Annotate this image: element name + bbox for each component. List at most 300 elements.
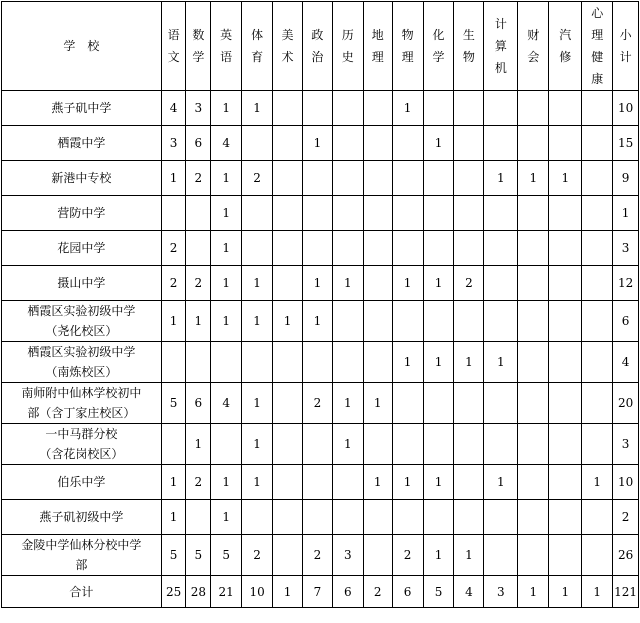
count-cell bbox=[186, 342, 211, 383]
school-name-line: 伯乐中学 bbox=[57, 475, 106, 489]
count-cell bbox=[302, 500, 332, 535]
count-cell bbox=[392, 126, 423, 161]
count-cell bbox=[582, 126, 613, 161]
count-cell bbox=[484, 231, 518, 266]
count-cell bbox=[484, 126, 518, 161]
count-cell bbox=[363, 196, 392, 231]
school-name-cell bbox=[2, 301, 162, 342]
count-cell: 1 bbox=[363, 465, 392, 500]
count-cell: 3 bbox=[613, 231, 639, 266]
count-cell: 5 bbox=[161, 535, 186, 576]
count-cell: 1 bbox=[242, 465, 273, 500]
count-cell: 2 bbox=[302, 383, 332, 424]
count-cell bbox=[392, 424, 423, 465]
total-cell: 25 bbox=[161, 576, 186, 608]
header-subject bbox=[518, 2, 549, 91]
count-cell: 1 bbox=[302, 301, 332, 342]
count-cell bbox=[363, 266, 392, 301]
header-subject bbox=[454, 2, 484, 91]
count-cell bbox=[392, 301, 423, 342]
header-subject bbox=[582, 2, 613, 91]
count-cell bbox=[582, 500, 613, 535]
count-cell bbox=[582, 196, 613, 231]
count-cell bbox=[273, 231, 303, 266]
count-cell: 3 bbox=[613, 424, 639, 465]
header-subject-char: 数 bbox=[192, 28, 205, 42]
table-body bbox=[2, 91, 639, 608]
count-cell bbox=[484, 266, 518, 301]
count-cell bbox=[242, 196, 273, 231]
school-name-line: 营防中学 bbox=[57, 206, 106, 220]
count-cell: 1 bbox=[332, 424, 363, 465]
count-cell: 1 bbox=[211, 91, 242, 126]
count-cell bbox=[582, 383, 613, 424]
count-cell bbox=[454, 424, 484, 465]
table-row bbox=[2, 161, 639, 196]
count-cell bbox=[363, 91, 392, 126]
count-cell bbox=[423, 500, 454, 535]
header-subject-char: 治 bbox=[311, 50, 324, 64]
header-subject-char: 英 bbox=[220, 28, 233, 42]
header-row bbox=[2, 2, 639, 91]
count-cell: 1 bbox=[423, 266, 454, 301]
header-subject-char: 学 bbox=[432, 50, 445, 64]
count-cell: 1 bbox=[211, 196, 242, 231]
school-name-line: （含花岗校区） bbox=[39, 447, 124, 461]
count-cell: 26 bbox=[613, 535, 639, 576]
total-cell: 121 bbox=[613, 576, 639, 608]
count-cell bbox=[392, 500, 423, 535]
count-cell bbox=[273, 342, 303, 383]
count-cell bbox=[273, 535, 303, 576]
count-cell: 2 bbox=[242, 535, 273, 576]
count-cell bbox=[363, 424, 392, 465]
count-cell: 5 bbox=[186, 535, 211, 576]
count-cell bbox=[273, 424, 303, 465]
header-subject-char: 物 bbox=[401, 28, 414, 42]
count-cell bbox=[454, 231, 484, 266]
header-subject-char: 美 bbox=[281, 28, 294, 42]
count-cell bbox=[549, 383, 582, 424]
count-cell bbox=[423, 424, 454, 465]
count-cell bbox=[484, 424, 518, 465]
count-cell: 2 bbox=[454, 266, 484, 301]
count-cell: 6 bbox=[186, 126, 211, 161]
header-subject-char: 术 bbox=[281, 50, 294, 64]
count-cell bbox=[484, 301, 518, 342]
count-cell: 1 bbox=[454, 535, 484, 576]
count-cell bbox=[363, 301, 392, 342]
total-cell: 1 bbox=[549, 576, 582, 608]
count-cell: 20 bbox=[613, 383, 639, 424]
header-subject-char: 心 bbox=[591, 6, 604, 20]
header-subject-char: 机 bbox=[494, 61, 507, 75]
count-cell: 12 bbox=[613, 266, 639, 301]
header-subject bbox=[484, 2, 518, 91]
count-cell bbox=[549, 465, 582, 500]
total-cell: 28 bbox=[186, 576, 211, 608]
count-cell bbox=[363, 126, 392, 161]
count-cell: 1 bbox=[392, 342, 423, 383]
header-subject-char: 语 bbox=[220, 50, 233, 64]
total-cell: 1 bbox=[582, 576, 613, 608]
table-row bbox=[2, 91, 639, 126]
count-cell bbox=[518, 126, 549, 161]
count-cell bbox=[454, 126, 484, 161]
count-cell bbox=[392, 196, 423, 231]
count-cell bbox=[549, 535, 582, 576]
count-cell: 1 bbox=[242, 424, 273, 465]
school-name-line: 栖霞区实验初级中学 bbox=[27, 304, 136, 318]
count-cell bbox=[423, 231, 454, 266]
count-cell: 6 bbox=[186, 383, 211, 424]
header-subject-char: 学 bbox=[192, 50, 205, 64]
count-cell bbox=[211, 342, 242, 383]
header-subject bbox=[242, 2, 273, 91]
count-cell bbox=[454, 161, 484, 196]
header-subject bbox=[363, 2, 392, 91]
count-cell: 1 bbox=[242, 266, 273, 301]
count-cell: 1 bbox=[186, 424, 211, 465]
header-subject bbox=[273, 2, 303, 91]
count-cell: 1 bbox=[392, 465, 423, 500]
school-name-cell bbox=[2, 231, 162, 266]
school-name-line: 部（含丁家庄校区） bbox=[27, 406, 136, 420]
total-cell: 10 bbox=[242, 576, 273, 608]
count-cell: 1 bbox=[211, 301, 242, 342]
count-cell: 2 bbox=[186, 161, 211, 196]
school-name-line: （南炼校区） bbox=[45, 365, 118, 379]
school-name-line: 摄山中学 bbox=[57, 276, 106, 290]
count-cell: 1 bbox=[302, 126, 332, 161]
count-cell: 2 bbox=[186, 266, 211, 301]
header-subject-char: 史 bbox=[341, 50, 354, 64]
count-cell: 1 bbox=[332, 383, 363, 424]
school-name-line: 栖霞区实验初级中学 bbox=[27, 345, 136, 359]
count-cell bbox=[549, 500, 582, 535]
school-name-line: 金陵中学仙林分校中学 bbox=[21, 538, 142, 552]
count-cell: 2 bbox=[613, 500, 639, 535]
count-cell bbox=[363, 342, 392, 383]
count-cell bbox=[332, 126, 363, 161]
total-cell: 1 bbox=[518, 576, 549, 608]
school-name-line: 部 bbox=[75, 558, 88, 572]
count-cell bbox=[332, 91, 363, 126]
count-cell: 2 bbox=[392, 535, 423, 576]
header-subject-char: 体 bbox=[251, 28, 264, 42]
header-subject bbox=[549, 2, 582, 91]
count-cell bbox=[549, 424, 582, 465]
school-name-cell bbox=[2, 126, 162, 161]
count-cell bbox=[242, 231, 273, 266]
total-cell: 3 bbox=[484, 576, 518, 608]
total-cell: 6 bbox=[392, 576, 423, 608]
count-cell bbox=[582, 535, 613, 576]
count-cell bbox=[484, 91, 518, 126]
count-cell: 1 bbox=[484, 161, 518, 196]
school-name-cell bbox=[2, 196, 162, 231]
count-cell: 1 bbox=[161, 465, 186, 500]
header-subject-char: 计 bbox=[619, 50, 632, 64]
header-subject-char: 计 bbox=[494, 17, 507, 31]
count-cell bbox=[423, 161, 454, 196]
table-row bbox=[2, 500, 639, 535]
count-cell: 3 bbox=[161, 126, 186, 161]
count-cell: 10 bbox=[613, 465, 639, 500]
count-cell bbox=[302, 196, 332, 231]
count-cell bbox=[518, 342, 549, 383]
count-cell: 1 bbox=[161, 301, 186, 342]
count-cell bbox=[332, 231, 363, 266]
count-cell bbox=[273, 161, 303, 196]
header-subject-char: 康 bbox=[591, 72, 604, 86]
header-subject bbox=[186, 2, 211, 91]
table-row bbox=[2, 301, 639, 342]
count-cell bbox=[549, 231, 582, 266]
header-subject-char: 理 bbox=[371, 50, 384, 64]
header-subject bbox=[423, 2, 454, 91]
count-cell: 1 bbox=[242, 91, 273, 126]
count-cell bbox=[549, 266, 582, 301]
school-subject-table bbox=[1, 1, 639, 608]
header-subject-char: 汽 bbox=[559, 28, 572, 42]
count-cell: 1 bbox=[582, 465, 613, 500]
count-cell bbox=[302, 91, 332, 126]
count-cell bbox=[242, 500, 273, 535]
count-cell: 2 bbox=[161, 231, 186, 266]
count-cell: 1 bbox=[363, 383, 392, 424]
total-cell: 7 bbox=[302, 576, 332, 608]
count-cell: 1 bbox=[242, 383, 273, 424]
total-label: 合计 bbox=[2, 576, 162, 608]
count-cell bbox=[242, 126, 273, 161]
count-cell bbox=[454, 500, 484, 535]
table-row bbox=[2, 266, 639, 301]
count-cell bbox=[273, 91, 303, 126]
count-cell bbox=[549, 342, 582, 383]
count-cell bbox=[484, 500, 518, 535]
count-cell: 1 bbox=[211, 161, 242, 196]
total-cell: 6 bbox=[332, 576, 363, 608]
count-cell bbox=[186, 500, 211, 535]
count-cell bbox=[518, 383, 549, 424]
count-cell: 15 bbox=[613, 126, 639, 161]
header-subject bbox=[211, 2, 242, 91]
count-cell bbox=[423, 301, 454, 342]
count-cell bbox=[454, 196, 484, 231]
count-cell bbox=[392, 231, 423, 266]
count-cell: 1 bbox=[273, 301, 303, 342]
count-cell bbox=[242, 342, 273, 383]
count-cell: 2 bbox=[242, 161, 273, 196]
count-cell: 4 bbox=[211, 383, 242, 424]
count-cell bbox=[363, 535, 392, 576]
count-cell bbox=[454, 383, 484, 424]
total-cell: 4 bbox=[454, 576, 484, 608]
count-cell bbox=[273, 266, 303, 301]
count-cell bbox=[518, 196, 549, 231]
header-subject-char: 会 bbox=[527, 50, 540, 64]
school-name-cell bbox=[2, 465, 162, 500]
count-cell bbox=[518, 91, 549, 126]
count-cell bbox=[484, 383, 518, 424]
school-name-line: 燕子矶初级中学 bbox=[39, 510, 124, 524]
school-name-line: 栖霞中学 bbox=[57, 136, 106, 150]
count-cell bbox=[518, 301, 549, 342]
total-row bbox=[2, 576, 639, 608]
count-cell bbox=[454, 301, 484, 342]
table-row bbox=[2, 535, 639, 576]
count-cell: 1 bbox=[518, 161, 549, 196]
count-cell bbox=[332, 500, 363, 535]
count-cell bbox=[302, 465, 332, 500]
count-cell bbox=[302, 161, 332, 196]
header-subject-char: 理 bbox=[591, 28, 604, 42]
count-cell bbox=[518, 465, 549, 500]
count-cell bbox=[273, 196, 303, 231]
count-cell bbox=[582, 161, 613, 196]
total-cell: 21 bbox=[211, 576, 242, 608]
count-cell: 1 bbox=[302, 266, 332, 301]
count-cell bbox=[549, 91, 582, 126]
count-cell: 4 bbox=[613, 342, 639, 383]
count-cell bbox=[484, 535, 518, 576]
count-cell: 1 bbox=[161, 500, 186, 535]
count-cell: 2 bbox=[161, 266, 186, 301]
school-name-line: 一中马群分校 bbox=[45, 427, 118, 441]
total-cell: 1 bbox=[273, 576, 303, 608]
table-row bbox=[2, 196, 639, 231]
school-name-cell bbox=[2, 342, 162, 383]
header-subject-char: 小 bbox=[619, 28, 632, 42]
count-cell: 1 bbox=[613, 196, 639, 231]
count-cell bbox=[302, 231, 332, 266]
count-cell: 1 bbox=[484, 342, 518, 383]
school-name-line: 新港中专校 bbox=[51, 171, 112, 185]
count-cell bbox=[332, 161, 363, 196]
count-cell bbox=[363, 231, 392, 266]
count-cell: 5 bbox=[161, 383, 186, 424]
count-cell bbox=[302, 342, 332, 383]
count-cell: 1 bbox=[423, 465, 454, 500]
table-row bbox=[2, 126, 639, 161]
count-cell: 1 bbox=[423, 535, 454, 576]
count-cell: 1 bbox=[211, 266, 242, 301]
count-cell bbox=[582, 231, 613, 266]
count-cell bbox=[582, 266, 613, 301]
header-subject-char: 育 bbox=[251, 50, 264, 64]
count-cell: 1 bbox=[454, 342, 484, 383]
count-cell: 1 bbox=[242, 301, 273, 342]
school-name-line: （尧化校区） bbox=[45, 324, 118, 338]
table-row bbox=[2, 231, 639, 266]
school-name-cell bbox=[2, 91, 162, 126]
count-cell bbox=[332, 301, 363, 342]
count-cell bbox=[332, 465, 363, 500]
count-cell: 2 bbox=[302, 535, 332, 576]
school-name-line: 花园中学 bbox=[57, 241, 106, 255]
count-cell bbox=[423, 196, 454, 231]
count-cell bbox=[549, 126, 582, 161]
count-cell bbox=[549, 301, 582, 342]
table-row bbox=[2, 342, 639, 383]
header-subject bbox=[613, 2, 639, 91]
count-cell bbox=[454, 91, 484, 126]
header-subject bbox=[161, 2, 186, 91]
header-subject-char: 生 bbox=[462, 28, 475, 42]
count-cell bbox=[423, 91, 454, 126]
school-name-line: 燕子矶中学 bbox=[51, 101, 112, 115]
count-cell: 1 bbox=[392, 91, 423, 126]
count-cell bbox=[392, 161, 423, 196]
count-cell: 2 bbox=[186, 465, 211, 500]
header-school: 学 校 bbox=[2, 2, 162, 91]
count-cell: 6 bbox=[613, 301, 639, 342]
count-cell: 1 bbox=[392, 266, 423, 301]
header-subject-char: 历 bbox=[341, 28, 354, 42]
count-cell bbox=[582, 91, 613, 126]
count-cell: 1 bbox=[211, 231, 242, 266]
header-subject bbox=[392, 2, 423, 91]
count-cell bbox=[273, 465, 303, 500]
count-cell bbox=[302, 424, 332, 465]
school-name-cell bbox=[2, 161, 162, 196]
count-cell: 1 bbox=[211, 465, 242, 500]
header-subject-char: 文 bbox=[167, 50, 180, 64]
count-cell bbox=[363, 500, 392, 535]
header-subject-char: 物 bbox=[462, 50, 475, 64]
header-subject-char: 算 bbox=[494, 39, 507, 53]
count-cell: 1 bbox=[211, 500, 242, 535]
count-cell bbox=[454, 465, 484, 500]
school-name-cell bbox=[2, 535, 162, 576]
count-cell: 9 bbox=[613, 161, 639, 196]
count-cell: 1 bbox=[549, 161, 582, 196]
header-subject-char: 理 bbox=[401, 50, 414, 64]
count-cell: 1 bbox=[161, 161, 186, 196]
header-subject-char: 化 bbox=[432, 28, 445, 42]
header-subject-char: 政 bbox=[311, 28, 324, 42]
school-name-line: 南师附中仙林学校初中 bbox=[21, 386, 142, 400]
header-subject-char: 修 bbox=[559, 50, 572, 64]
count-cell: 4 bbox=[161, 91, 186, 126]
count-cell bbox=[518, 500, 549, 535]
count-cell: 1 bbox=[423, 342, 454, 383]
school-name-cell bbox=[2, 424, 162, 465]
header-subject-char: 健 bbox=[591, 50, 604, 64]
count-cell bbox=[273, 126, 303, 161]
school-name-cell bbox=[2, 500, 162, 535]
count-cell bbox=[518, 535, 549, 576]
count-cell bbox=[549, 196, 582, 231]
count-cell bbox=[161, 424, 186, 465]
count-cell bbox=[161, 196, 186, 231]
count-cell: 3 bbox=[186, 91, 211, 126]
header-subject bbox=[332, 2, 363, 91]
count-cell bbox=[161, 342, 186, 383]
header-subject-char: 语 bbox=[167, 28, 180, 42]
count-cell: 4 bbox=[211, 126, 242, 161]
count-cell bbox=[186, 231, 211, 266]
count-cell bbox=[332, 196, 363, 231]
count-cell bbox=[332, 342, 363, 383]
count-cell: 1 bbox=[484, 465, 518, 500]
count-cell bbox=[518, 231, 549, 266]
count-cell: 10 bbox=[613, 91, 639, 126]
table-row bbox=[2, 465, 639, 500]
count-cell bbox=[186, 196, 211, 231]
total-cell: 2 bbox=[363, 576, 392, 608]
